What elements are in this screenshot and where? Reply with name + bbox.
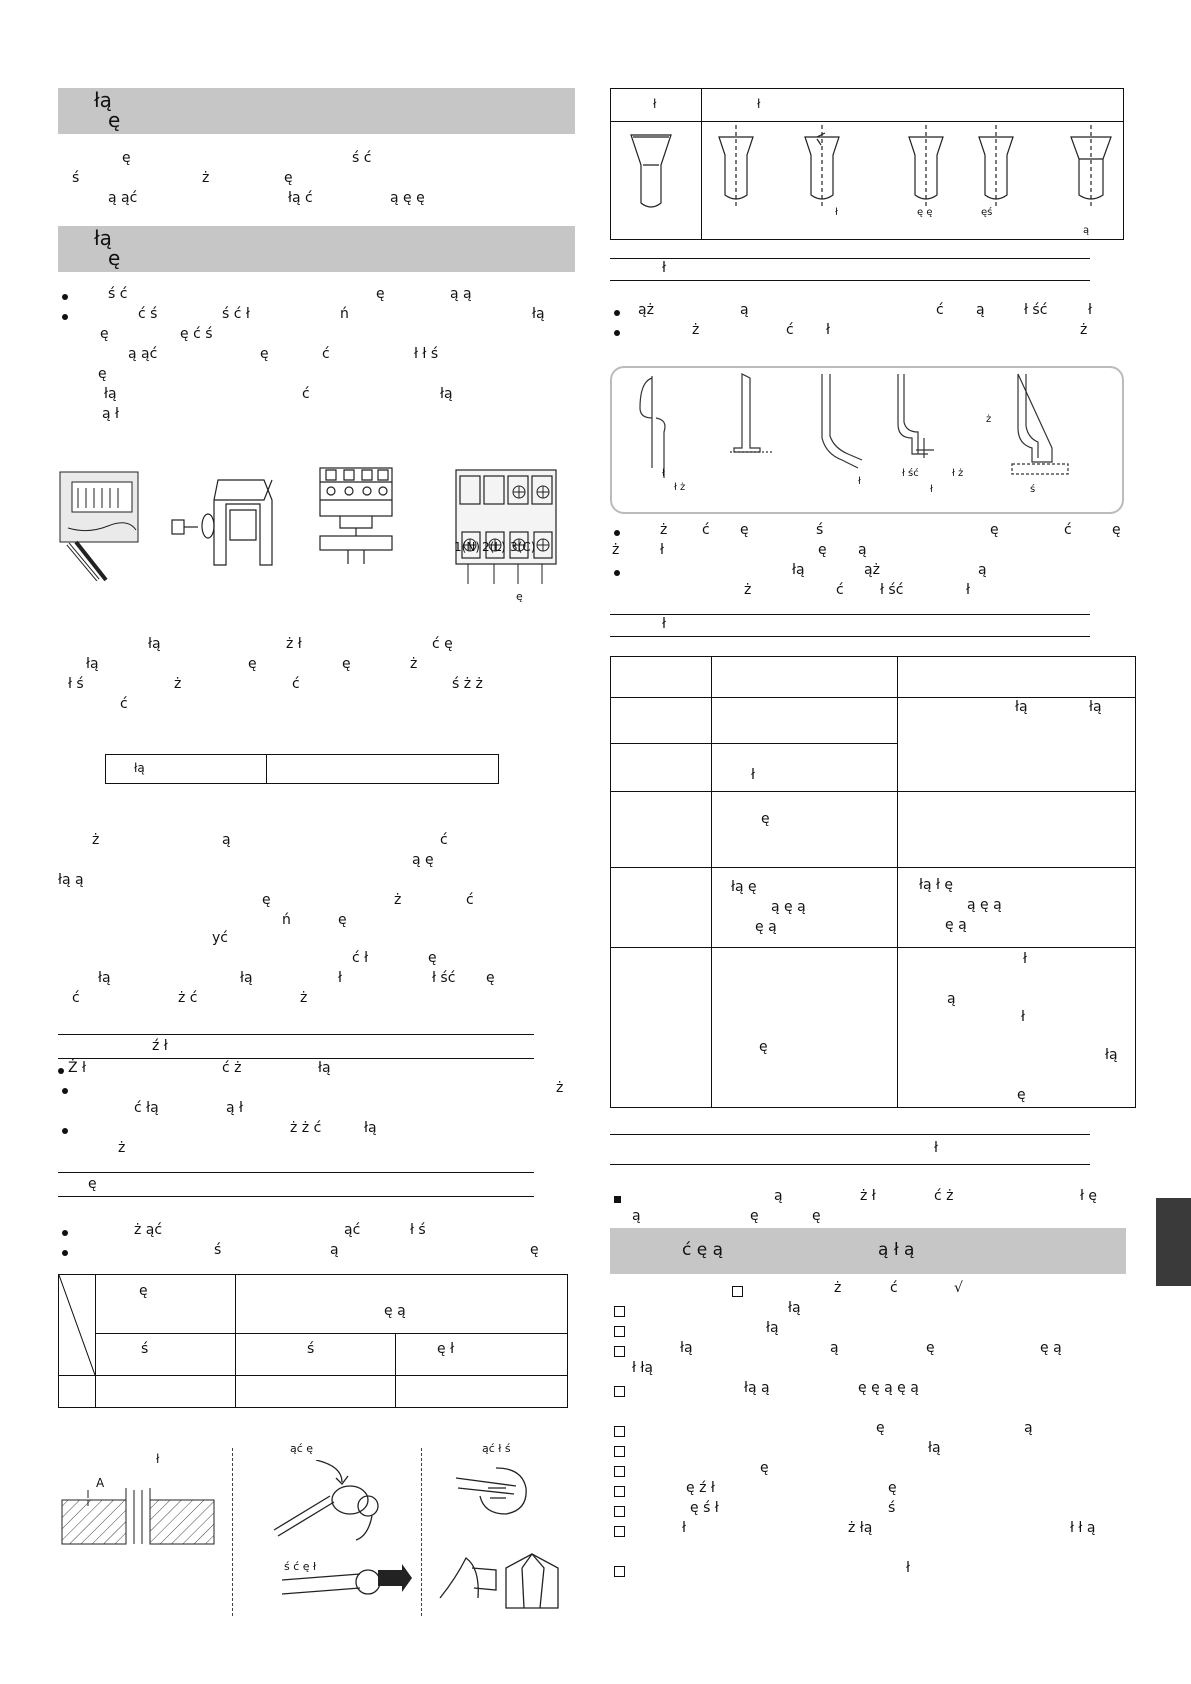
checklist-item-2[interactable] [614, 1326, 625, 1337]
bullet [62, 1230, 68, 1236]
terminal-label-3: 3(C) [510, 540, 536, 554]
bullet [62, 1128, 68, 1134]
circuit-breaker-illustration [318, 466, 394, 566]
hand-tool-illustration [436, 1458, 572, 1618]
bullet [62, 294, 68, 300]
indoor-unit-wiring-illustration [58, 468, 140, 584]
terminal-label-1: 1(N) [454, 540, 480, 554]
cable-spec-box: łą [105, 754, 499, 784]
section-6-title: ł [662, 616, 666, 632]
checklist-item-7[interactable] [614, 1466, 625, 1477]
table-diagonal [59, 1275, 95, 1375]
section-7-rule-bottom [610, 1164, 1090, 1165]
checklist-item-4[interactable] [614, 1386, 625, 1397]
troubleshooting-table: łą łą ł ę łą ę ą ę ą ę ą łą ł ę ą ę ą ę ą ę ł ą ł łą ę [610, 656, 1136, 1108]
flare-check-table: ł ł ł ę ę ęś ą [610, 88, 1124, 240]
checklist-item-8[interactable] [614, 1486, 625, 1497]
drain-pipe-diagram: ł ł ż ł ł ść ł ż ł ż ś [610, 366, 1124, 514]
flare-shapes-illustration [611, 125, 1123, 239]
checklist-item-11[interactable] [614, 1566, 625, 1577]
section-4-rule-top [58, 1172, 534, 1173]
square-bullet [614, 1196, 621, 1203]
drain-pipe-illustrations [612, 368, 1118, 508]
section-1-glyph: ę [108, 108, 121, 132]
page-edge-tab [1156, 1198, 1191, 1286]
checkbox-icon [732, 1286, 743, 1297]
checklist-item-3[interactable] [614, 1346, 625, 1357]
bullet [614, 530, 620, 536]
bullet [62, 1250, 68, 1256]
terminal-block-illustration [454, 468, 558, 586]
section-5-rule-bottom [610, 280, 1090, 281]
bullet [62, 1088, 68, 1094]
section-6-rule-bottom [610, 636, 1090, 637]
section-3-rule-top [58, 1034, 534, 1035]
terminal-caption: ę [516, 590, 523, 603]
bullet [614, 570, 620, 576]
section-2-glyph: ę [108, 246, 121, 270]
section-header-8: ć ę ą ą ł ą [610, 1228, 1126, 1274]
section-3-rule-bottom [58, 1058, 534, 1059]
section-4-rule-bottom [58, 1196, 534, 1197]
flare-dimension-table: ę ę ą ś ś ę ł [58, 1274, 568, 1408]
checklist-item-10[interactable] [614, 1526, 625, 1537]
checklist-item-6[interactable] [614, 1446, 625, 1457]
figure-divider [232, 1448, 233, 1616]
section-2-glyph: łą [94, 226, 112, 250]
figure-divider [421, 1448, 422, 1616]
section-5-title: ł [662, 260, 666, 276]
terminal-label-2: 2(L) [482, 540, 506, 554]
terminal-ring-illustration [168, 470, 278, 570]
bullet [614, 310, 620, 316]
section-header-1 [58, 88, 575, 134]
checklist-item-9[interactable] [614, 1506, 625, 1517]
section-4-title: ę [88, 1176, 97, 1192]
section-6-rule-top [610, 614, 1090, 615]
bullet [62, 314, 68, 320]
checklist-item-1[interactable] [614, 1306, 625, 1317]
flaring-tool-illustration [272, 1460, 412, 1614]
bullet [614, 330, 620, 336]
section-1-glyph: łą [94, 88, 112, 112]
section-header-2 [58, 226, 575, 272]
checklist-item-5[interactable] [614, 1426, 625, 1437]
section-3-title: ź ł [152, 1038, 168, 1054]
section-7-rule-top [610, 1134, 1090, 1135]
section-7-title: ł [934, 1140, 938, 1156]
section-5-rule-top [610, 258, 1090, 259]
bullet [58, 1068, 64, 1074]
pipe-cross-section-illustration [58, 1476, 218, 1546]
